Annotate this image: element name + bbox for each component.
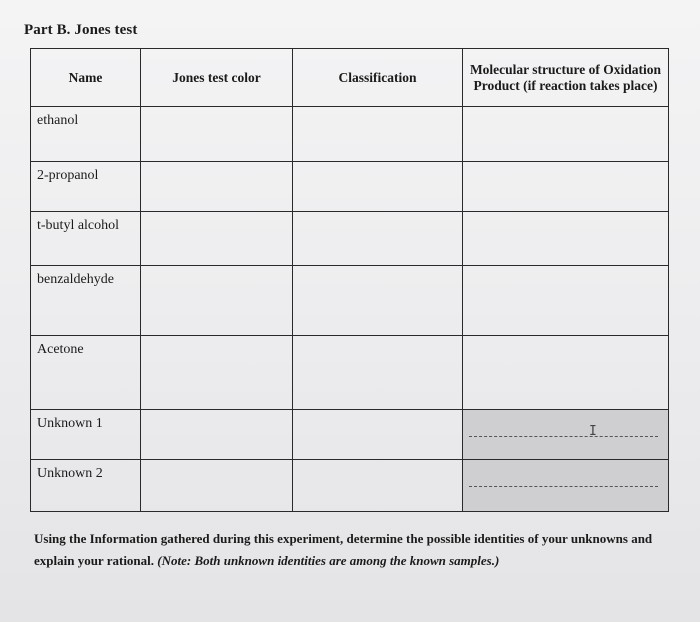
instructions-note: (Note: Both unknown identities are among the known samples.) xyxy=(157,553,500,568)
row-label-ethanol: ethanol xyxy=(31,107,141,162)
table-row xyxy=(31,212,669,266)
row-label-acetone: Acetone xyxy=(31,336,141,410)
color-cell[interactable] xyxy=(141,162,293,212)
structure-cell[interactable] xyxy=(463,266,669,336)
classification-cell[interactable] xyxy=(293,162,463,212)
row-label-unknown-1: Unknown 1 xyxy=(31,410,141,460)
instructions-paragraph xyxy=(34,528,664,572)
structure-cell[interactable] xyxy=(463,336,669,410)
structure-cell[interactable] xyxy=(463,212,669,266)
color-cell[interactable] xyxy=(141,410,293,460)
color-cell[interactable] xyxy=(141,336,293,410)
table-row xyxy=(31,107,669,162)
classification-cell[interactable] xyxy=(293,107,463,162)
table-row xyxy=(31,336,669,410)
table-row xyxy=(31,266,669,336)
row-label-benzaldehyde: benzaldehyde xyxy=(31,266,141,336)
table-row xyxy=(31,460,669,512)
answer-line xyxy=(469,436,658,437)
table-header-row xyxy=(31,49,669,107)
row-label-t-butyl-alcohol: t-butyl alcohol xyxy=(31,212,141,266)
classification-cell[interactable] xyxy=(293,336,463,410)
classification-cell[interactable] xyxy=(293,212,463,266)
header-jones-color: Jones test color xyxy=(141,49,293,107)
color-cell[interactable] xyxy=(141,107,293,162)
structure-cell[interactable] xyxy=(463,107,669,162)
structure-cell-shaded[interactable] xyxy=(463,460,669,512)
section-title: Part B. Jones test xyxy=(24,22,138,38)
answer-line xyxy=(469,486,658,487)
header-name: Name xyxy=(31,49,141,107)
header-structure: Molecular structure of Oxidation Product (if reaction takes place) xyxy=(463,49,669,107)
structure-cell-shaded[interactable] xyxy=(463,410,669,460)
row-label-2-propanol: 2-propanol xyxy=(31,162,141,212)
table-row xyxy=(31,162,669,212)
row-label-unknown-2: Unknown 2 xyxy=(31,460,141,512)
instructions-main: Using the Information gathered during this experiment, determine the possible identities of your unknowns and explain your rational. xyxy=(34,531,653,568)
color-cell[interactable] xyxy=(141,266,293,336)
classification-cell[interactable] xyxy=(293,266,463,336)
classification-cell[interactable] xyxy=(293,410,463,460)
text-cursor-icon: I xyxy=(589,424,597,439)
classification-cell[interactable] xyxy=(293,460,463,512)
header-classification: Classification xyxy=(293,49,463,107)
color-cell[interactable] xyxy=(141,212,293,266)
color-cell[interactable] xyxy=(141,460,293,512)
table-row xyxy=(31,410,669,460)
structure-cell[interactable] xyxy=(463,162,669,212)
jones-test-table xyxy=(30,48,669,512)
